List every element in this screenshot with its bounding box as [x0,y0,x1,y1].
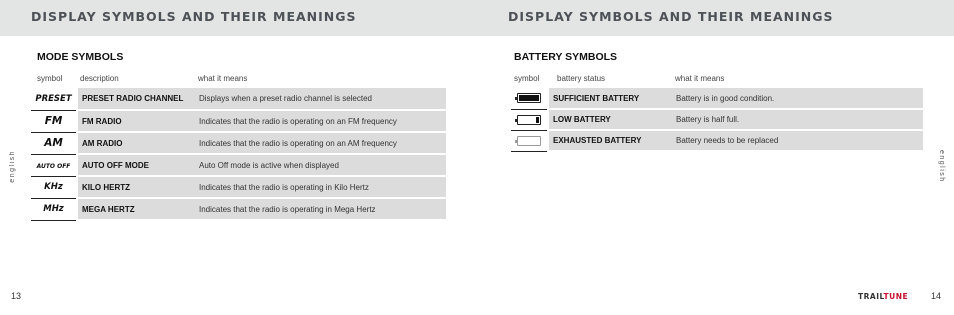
page-number: 13 [11,291,22,301]
meaning-cell: Battery is half full. [672,109,923,130]
am-symbol: AM [44,137,63,149]
battery-low-icon [517,115,541,125]
column-header-symbol: symbol [514,74,540,83]
symbol-cell [31,154,77,176]
meaning-cell: Displays when a preset radio channel is selected [195,88,446,110]
symbol-cell [31,198,77,220]
symbol-cell [511,88,548,109]
table-row [31,176,446,198]
symbol-cell [511,130,548,151]
battery-empty-icon [517,136,541,146]
column-header-meaning: what it means [198,74,248,83]
logo-part-tune: TUNE [883,292,909,301]
description-cell: AM RADIO [77,132,195,154]
table-row [31,110,446,132]
side-language-label: english [9,150,16,183]
meaning-cell: Battery is in good condition. [672,88,923,109]
meaning-cell: Auto Off mode is active when displayed [195,154,446,176]
column-header-description: description [80,74,119,83]
column-header-symbol: symbol [37,74,63,83]
table-row [511,130,923,151]
right-header-band [477,0,954,36]
left-header-band [0,0,477,36]
table-row [511,109,923,130]
section-title-mode-symbols: MODE SYMBOLS [37,51,124,63]
description-cell: AUTO OFF MODE [77,154,195,176]
trailtune-logo [858,292,908,301]
meaning-cell: Indicates that the radio is operating on an AM frequency [195,132,446,154]
symbol-cell [31,176,77,198]
table-row [511,88,923,109]
column-header-battery-status: battery status [557,74,606,83]
section-title-battery-symbols: BATTERY SYMBOLS [514,51,618,63]
page-title: DISPLAY SYMBOLS AND THEIR MEANINGS [508,9,834,24]
table-row [31,154,446,176]
side-language-label: english [938,150,945,183]
column-header-meaning: what it means [675,74,725,83]
battery-full-icon [517,93,541,103]
mhz-symbol: MHz [43,204,64,214]
description-cell: MEGA HERTZ [77,198,195,220]
battery-symbols-table [511,88,923,152]
fm-symbol: FM [44,115,63,127]
status-cell: EXHAUSTED BATTERY [548,130,672,151]
preset-symbol: PRESET [35,93,72,104]
auto-off-symbol: AUTO OFF [36,162,71,170]
meaning-cell: Indicates that the radio is operating on an FM frequency [195,110,446,132]
meaning-cell: Indicates that the radio is operating in Kilo Hertz [195,176,446,198]
symbol-cell [31,132,77,154]
meaning-cell: Indicates that the radio is operating in Mega Hertz [195,198,446,220]
symbol-cell [31,110,77,132]
page-title: DISPLAY SYMBOLS AND THEIR MEANINGS [31,9,357,24]
symbol-cell [31,88,77,110]
status-cell: LOW BATTERY [548,109,672,130]
meaning-cell: Battery needs to be replaced [672,130,923,151]
khz-symbol: KHz [44,182,63,192]
description-cell: FM RADIO [77,110,195,132]
mode-symbols-table [31,88,446,221]
battery-level-fill [519,95,539,101]
table-row [31,88,446,110]
logo-part-trail: TRAIL [858,292,884,301]
status-cell: SUFFICIENT BATTERY [548,88,672,109]
page-number: 14 [931,291,942,301]
table-row [31,132,446,154]
symbol-cell [511,109,548,130]
description-cell: KILO HERTZ [77,176,195,198]
description-cell: PRESET RADIO CHANNEL [77,88,195,110]
table-row [31,198,446,220]
battery-level-fill [536,117,539,123]
